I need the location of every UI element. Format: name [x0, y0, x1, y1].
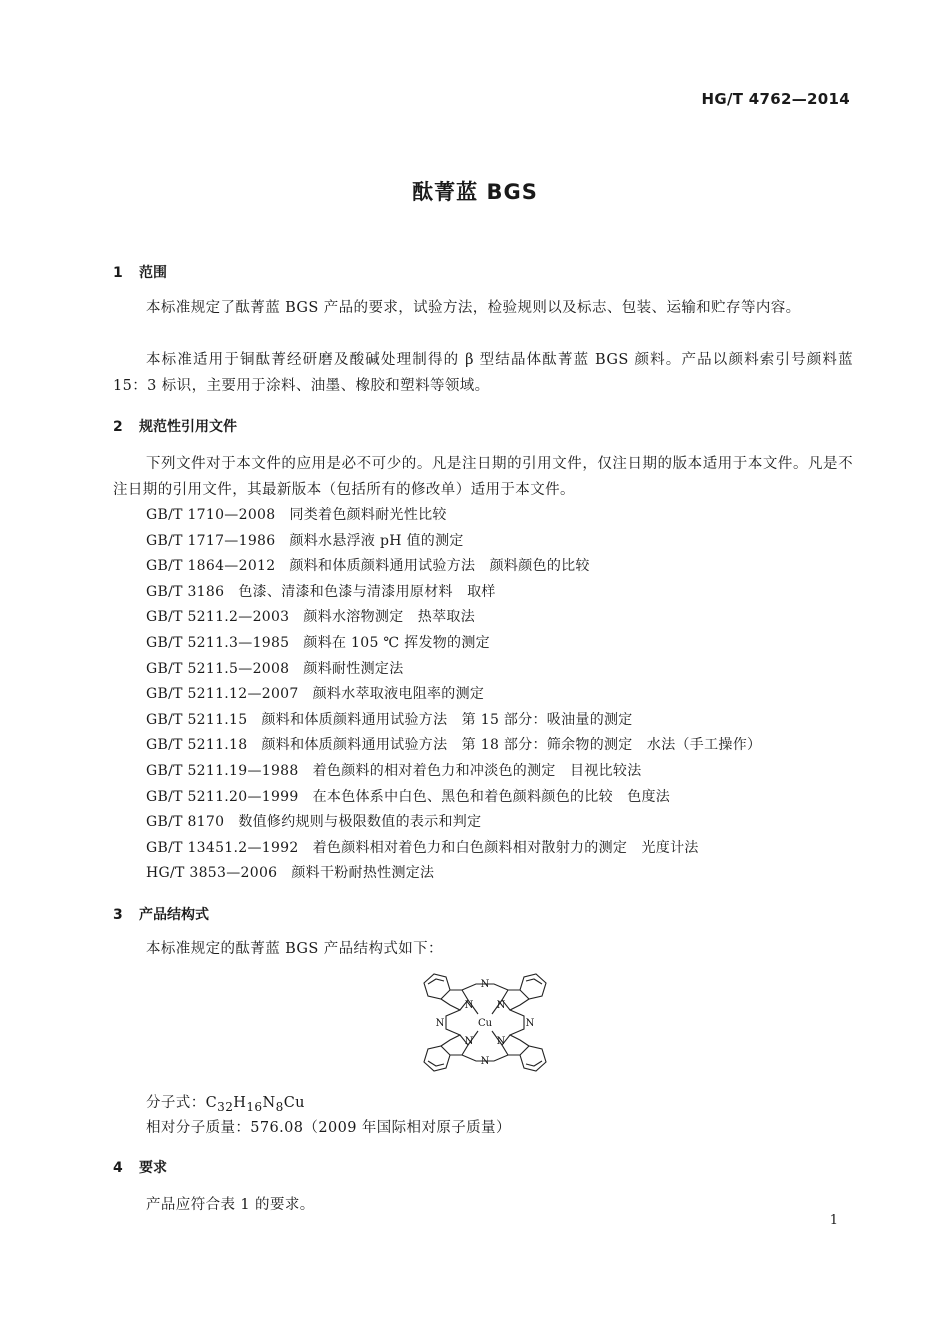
- reference-code: GB/T 5211.19—1988: [146, 762, 299, 779]
- reference-code: GB/T 5211.18: [146, 737, 248, 754]
- reference-title: 同类着色颜料耐光性比较: [289, 507, 447, 523]
- scope-paragraph-1: 本标准规定了酞菁蓝 BGS 产品的要求，试验方法，检验规则以及标志、包装、运输和贮存等内容。: [146, 300, 801, 316]
- section-1-heading: [113, 262, 167, 282]
- formula-element: Cu: [283, 1095, 305, 1111]
- section-3-heading: [113, 904, 209, 924]
- reference-code: GB/T 5211.3—1985: [146, 634, 290, 651]
- formula-subscript: 32: [217, 1099, 234, 1114]
- section-title: 规范性引用文件: [139, 419, 237, 435]
- document-title: 酞菁蓝 BGS: [412, 180, 538, 204]
- formula-subscript: 16: [246, 1099, 263, 1114]
- atom-label: N: [496, 1036, 506, 1047]
- reference-item: [146, 708, 761, 734]
- reference-item: [146, 759, 761, 785]
- reference-item: [146, 810, 761, 836]
- section-title: 范围: [139, 265, 167, 281]
- reference-item: [146, 682, 761, 708]
- reference-code: GB/T 5211.2—2003: [146, 609, 290, 626]
- formula-element: N: [262, 1095, 276, 1111]
- reference-item: [146, 605, 761, 631]
- section-title: 要求: [139, 1160, 167, 1176]
- scope-paragraph-2: 本标准适用于铜酞菁经研磨及酸碱处理制得的 β 型结晶体酞菁蓝 BGS 颜料。产品以颜料索引号颜料蓝 15：3 标识，主要用于涂料、油墨、橡胶和塑料等领域。: [113, 352, 853, 394]
- section-number: 2: [113, 419, 123, 435]
- reference-title: 色漆、清漆和色漆与清漆用原材料 取样: [238, 583, 496, 600]
- atom-label: N: [525, 1018, 535, 1029]
- structure-intro: 本标准规定的酞菁蓝 BGS 产品结构式如下：: [146, 941, 443, 957]
- reference-title: 着色颜料的相对着色力和冲淡色的测定 目视比较法: [312, 762, 642, 779]
- atom-label: N: [464, 1000, 474, 1011]
- reference-code: GB/T 1864—2012: [146, 558, 276, 575]
- reference-item: [146, 631, 761, 657]
- atom-label: N: [496, 1000, 506, 1011]
- reference-title: 在本色体系中白色、黑色和着色颜料颜色的比较 色度法: [312, 788, 671, 805]
- section-number: 1: [113, 265, 123, 281]
- page-number: 1: [829, 1213, 838, 1228]
- molecular-mass: 相对分子质量：576.08（2009 年国际相对原子质量）: [146, 1120, 511, 1136]
- reference-code: GB/T 3186: [146, 583, 225, 600]
- atom-label: N: [480, 1056, 490, 1067]
- reference-item: [146, 503, 761, 529]
- normative-intro: 下列文件对于本文件的应用是必不可少的。凡是注日期的引用文件，仅注日期的版本适用于本文件。凡是不注日期的引用文件，其最新版本（包括所有的修改单）适用于本文件。: [113, 456, 853, 498]
- reference-item: [146, 554, 761, 580]
- reference-code: GB/T 5211.20—1999: [146, 788, 299, 805]
- section-2-heading: [113, 416, 237, 436]
- reference-item: [146, 861, 761, 887]
- reference-item: [146, 733, 761, 759]
- formula-element: C: [205, 1095, 218, 1111]
- reference-code: GB/T 13451.2—1992: [146, 839, 299, 856]
- formula-element: H: [233, 1095, 247, 1111]
- reference-code: HG/T 3853—2006: [146, 865, 278, 882]
- reference-title: 颜料耐性测定法: [303, 660, 404, 677]
- reference-title: 颜料水萃取液电阻率的测定: [312, 686, 485, 703]
- reference-item: [146, 529, 761, 555]
- reference-item: [146, 580, 761, 606]
- reference-code: GB/T 1717—1986: [146, 532, 276, 549]
- formula-label: 分子式：: [146, 1095, 206, 1111]
- reference-list: [146, 503, 761, 887]
- reference-code: GB/T 8170: [146, 814, 225, 831]
- atom-label: N: [464, 1036, 474, 1047]
- reference-title: 颜料和体质颜料通用试验方法 第 18 部分：筛余物的测定 水法（手工操作）: [261, 737, 762, 754]
- reference-title: 颜料干粉耐热性测定法: [291, 865, 435, 882]
- reference-code: GB/T 5211.15: [146, 711, 248, 728]
- section-title: 产品结构式: [139, 907, 209, 923]
- reference-title: 着色颜料相对着色力和白色颜料相对散射力的测定 光度计法: [312, 839, 699, 856]
- reference-title: 颜料和体质颜料通用试验方法 颜料颜色的比较: [289, 558, 590, 575]
- atom-label: N: [435, 1018, 445, 1029]
- section-4-heading: [113, 1157, 167, 1177]
- reference-item: [146, 836, 761, 862]
- reference-code: GB/T 5211.5—2008: [146, 660, 290, 677]
- reference-title: 数值修约规则与极限数值的表示和判定: [238, 814, 482, 831]
- reference-item: [146, 785, 761, 811]
- phthalocyanine-structure-diagram: [410, 960, 560, 1085]
- reference-title: 颜料和体质颜料通用试验方法 第 15 部分：吸油量的测定: [261, 711, 633, 728]
- molecular-formula: [146, 1091, 305, 1114]
- formula-subscript: 8: [275, 1099, 284, 1114]
- section-number: 4: [113, 1160, 123, 1176]
- atom-label: N: [480, 979, 490, 990]
- reference-title: 颜料水溶物测定 热萃取法: [303, 609, 476, 626]
- reference-title: 颜料水悬浮液 pH 值的测定: [289, 532, 464, 549]
- atom-label: Cu: [477, 1018, 493, 1029]
- reference-code: GB/T 5211.12—2007: [146, 686, 299, 703]
- reference-item: [146, 657, 761, 683]
- standard-code: HG/T 4762—2014: [701, 90, 850, 108]
- reference-code: GB/T 1710—2008: [146, 507, 276, 523]
- requirements-text: 产品应符合表 1 的要求。: [146, 1197, 315, 1213]
- reference-title: 颜料在 105 ℃ 挥发物的测定: [303, 634, 490, 651]
- section-number: 3: [113, 907, 123, 923]
